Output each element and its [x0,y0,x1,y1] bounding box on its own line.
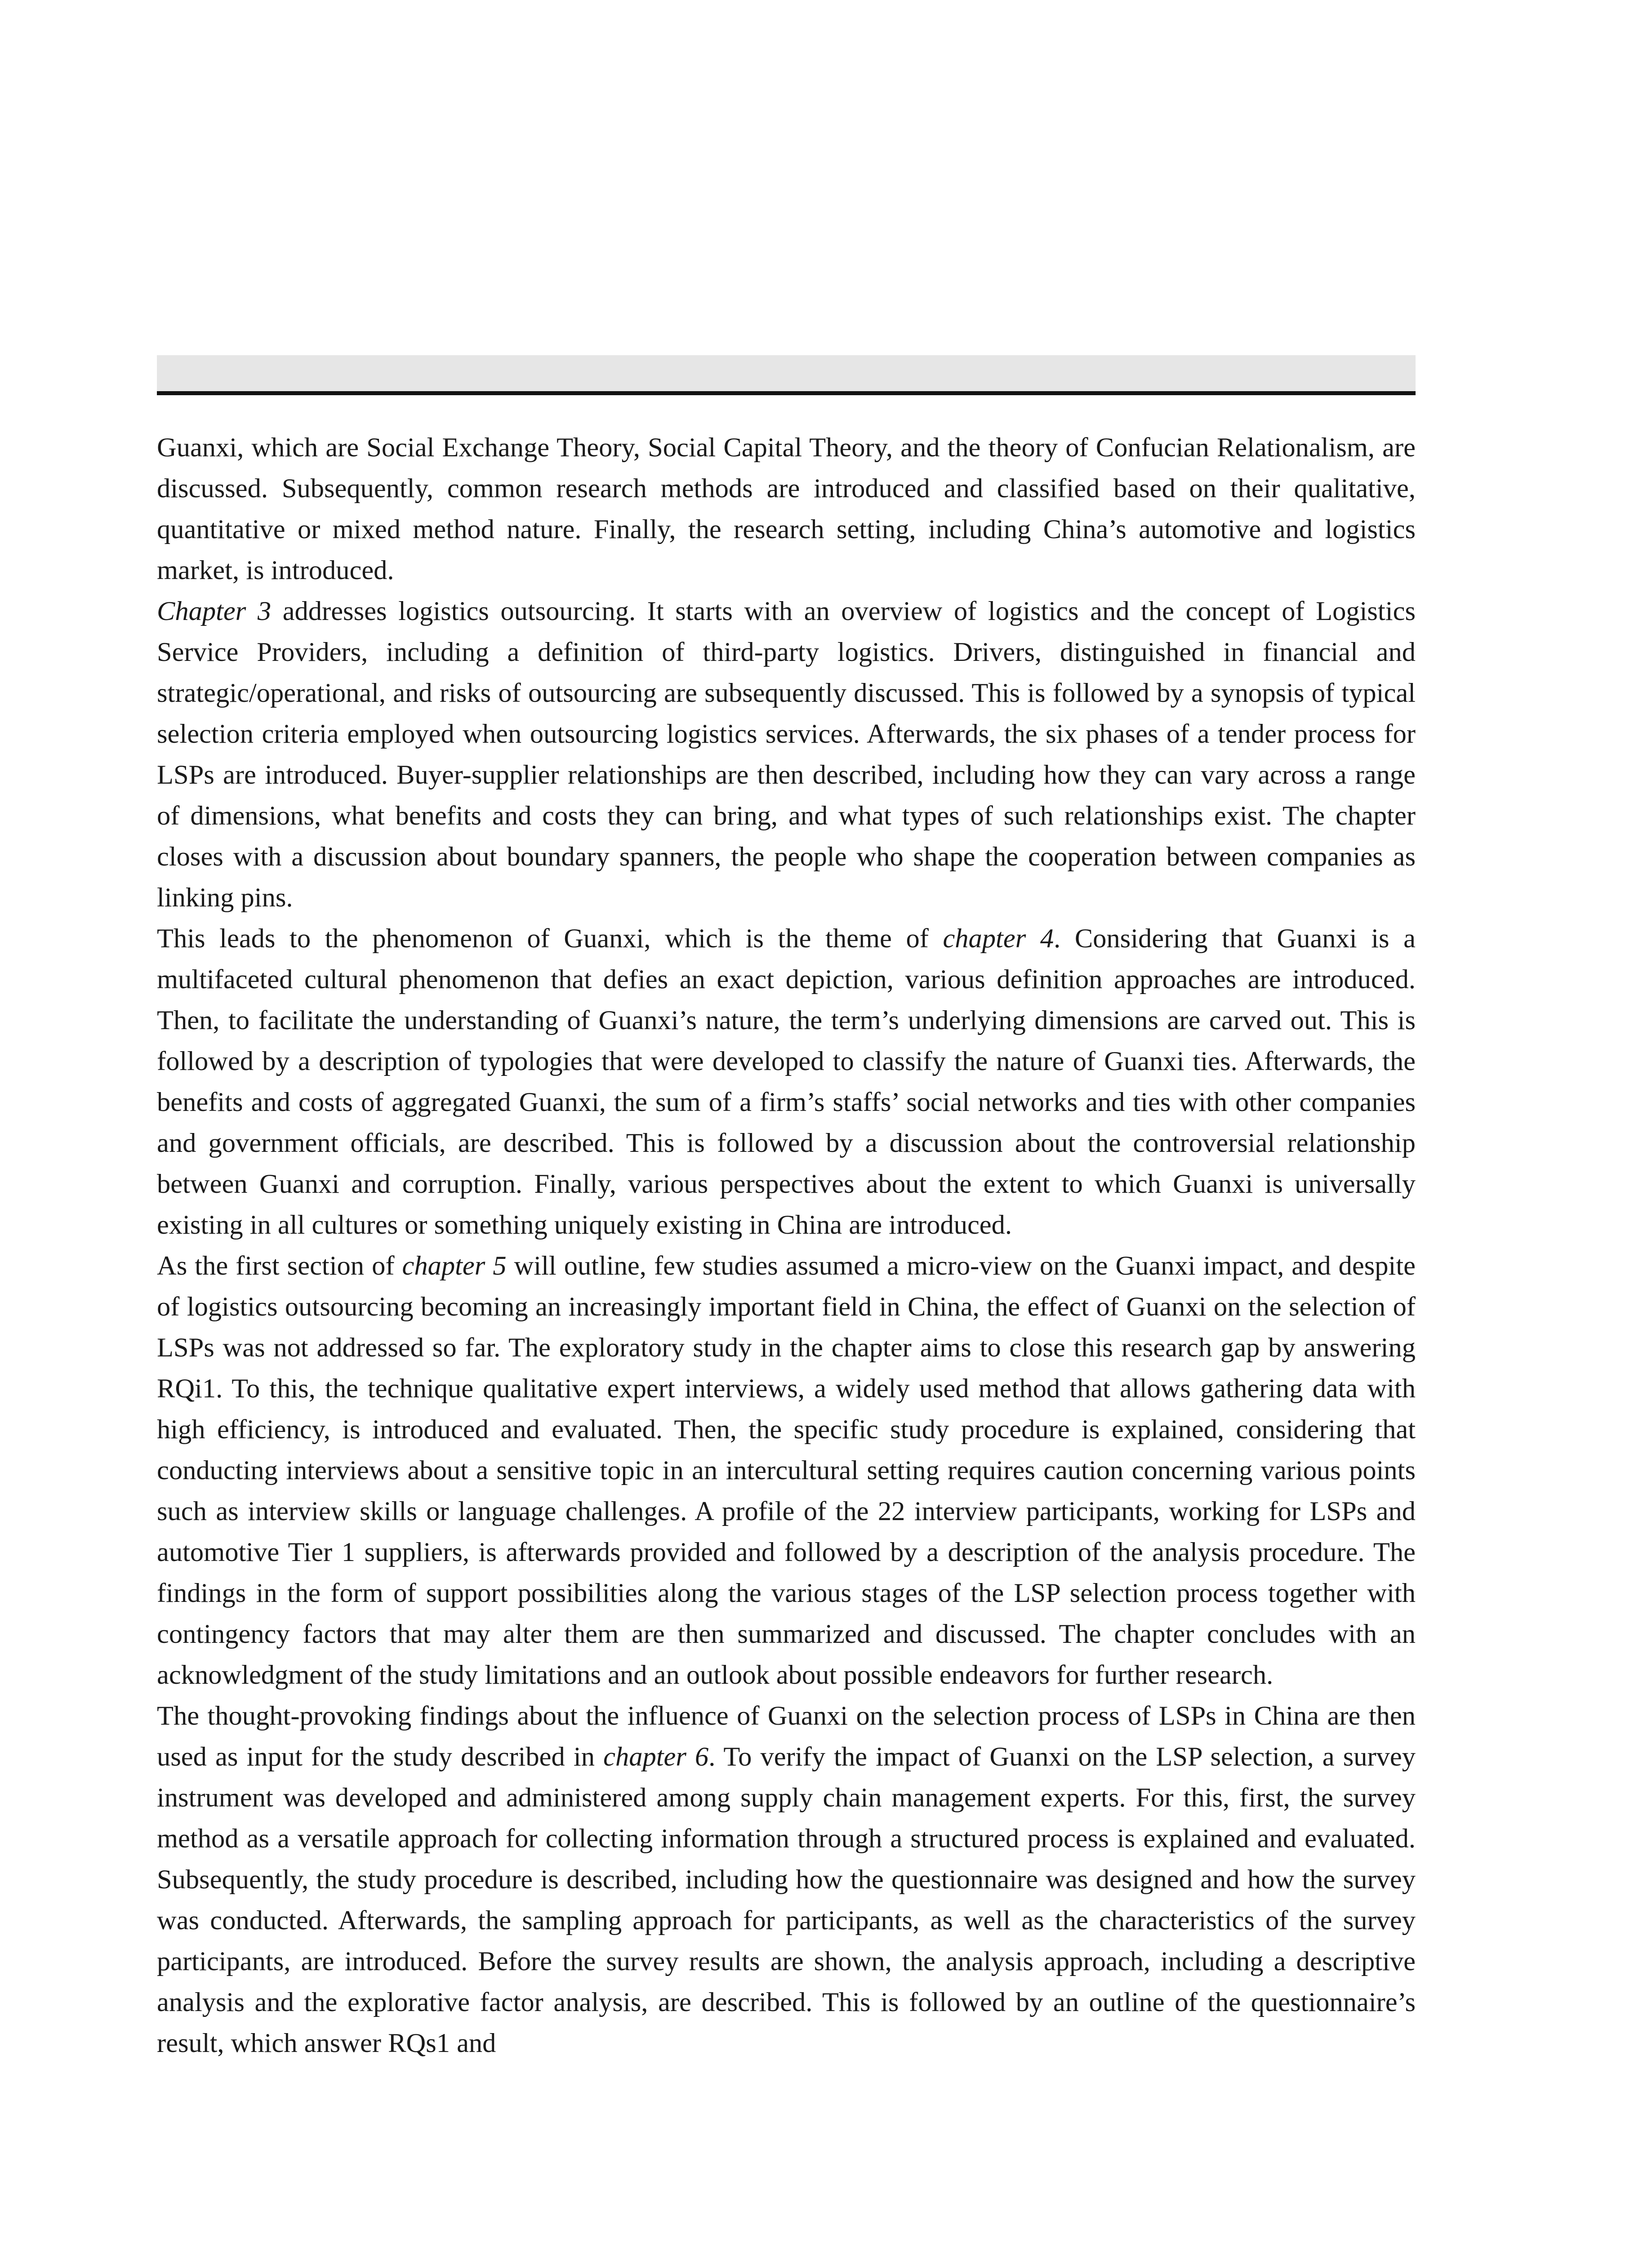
chapter-reference: chapter 4 [943,923,1054,954]
paragraph-chapter-4 [157,918,1416,1245]
body-text [157,427,1416,2064]
paragraph-text: . Considering that Guanxi is a multifaceted cultural phenomenon that defies an exact depiction, various definition approaches are introduced. Then, to facilitate the understanding of Guanxi’s nature, the term’s underlying dimensions are carved out. This is followed by a description of typologies that were developed to classify the nature of Guanxi ties. Afterwards, the benefits and costs of aggregated Guanxi, the sum of a firm’s staffs’ social networks and ties with other companies and government officials, are described. This is followed by a discussion about the controversial relationship between Guanxi and corruption. Finally, various perspectives about the extent to which Guanxi is universally existing in all cultures or something uniquely existing in China are introduced. [157,923,1416,1240]
chapter-reference: Chapter 3 [157,596,272,626]
paragraph-chapter-5 [157,1245,1416,1695]
paragraph-lead: This leads to the phenomenon of Guanxi, which is the theme of [157,923,943,954]
paragraph-lead: As the first section of [157,1251,402,1281]
chapter-reference: chapter 6 [603,1742,709,1772]
running-header-band [157,355,1416,391]
paragraph-text: Guanxi, which are Social Exchange Theory, Social Capital Theory, and the theory of Confucian Relationalism, are discussed. Subsequently, common research methods are introduced and classified based on their qualitative, quantitative or mixed method nature. Finally, the research setting, including China’s automotive and logistics market, is introduced. [157,433,1416,585]
paragraph-text: will outline, few studies assumed a micro-view on the Guanxi impact, and despite of logistics outsourcing becoming an increasingly important field in China, the effect of Guanxi on the selection of LSPs was not addressed so far. The exploratory study in the chapter aims to close this research gap by answering RQi1. To this, the technique qualitative expert interviews, a widely used method that allows gathering data with high efficiency, is introduced and evaluated. Then, the specific study procedure is explained, considering that conducting interviews about a sensitive topic in an intercultural setting requires caution concerning various points such as interview skills or language challenges. A profile of the 22 interview participants, working for LSPs and automotive Tier 1 suppliers, is afterwards provided and followed by a description of the analysis procedure. The findings in the form of support possibilities along the various stages of the LSP selection process together with contingency factors that may alter them are then summarized and discussed. The chapter concludes with an acknowledgment of the study limitations and an outlook about possible endeavors for further research. [157,1251,1416,1690]
chapter-reference: chapter 5 [402,1251,507,1281]
paragraph-theories [157,427,1416,591]
paragraph-text: addresses logistics outsourcing. It starts with an overview of logistics and the concept of Logistics Service Providers, including a definition of third-party logistics. Drivers, distinguished in financial and strategic/operational, and risks of outsourcing are subsequently discussed. This is followed by a synopsis of typical selection criteria employed when outsourcing logistics services. Afterwards, the six phases of a tender process for LSPs are introduced. Buyer-supplier relationships are then described, including how they can vary across a range of dimensions, what benefits and costs they can bring, and what types of such relationships exist. The chapter closes with a discussion about boundary spanners, the people who shape the cooperation between companies as linking pins. [157,596,1416,913]
paragraph-lead: The thought-provoking findings about the influence of Guanxi on the selection process of LSPs in China are then used as input for the study described in [157,1701,1416,1772]
paragraph-text: . To verify the impact of Guanxi on the LSP selection, a survey instrument was developed and administered among supply chain management experts. For this, first, the survey method as a versatile approach for collecting information through a structured process is explained and evaluated. Subsequently, the study procedure is described, including how the questionnaire was designed and how the survey was conducted. Afterwards, the sampling approach for participants, as well as the characteristics of the survey participants, are introduced. Before the survey results are shown, the analysis approach, including a descriptive analysis and the explorative factor analysis, are described. This is followed by an outline of the questionnaire’s result, which answer RQs1 and [157,1742,1416,2058]
paragraph-chapter-6 [157,1695,1416,2064]
paragraph-chapter-3 [157,591,1416,918]
header-rule [157,391,1416,395]
